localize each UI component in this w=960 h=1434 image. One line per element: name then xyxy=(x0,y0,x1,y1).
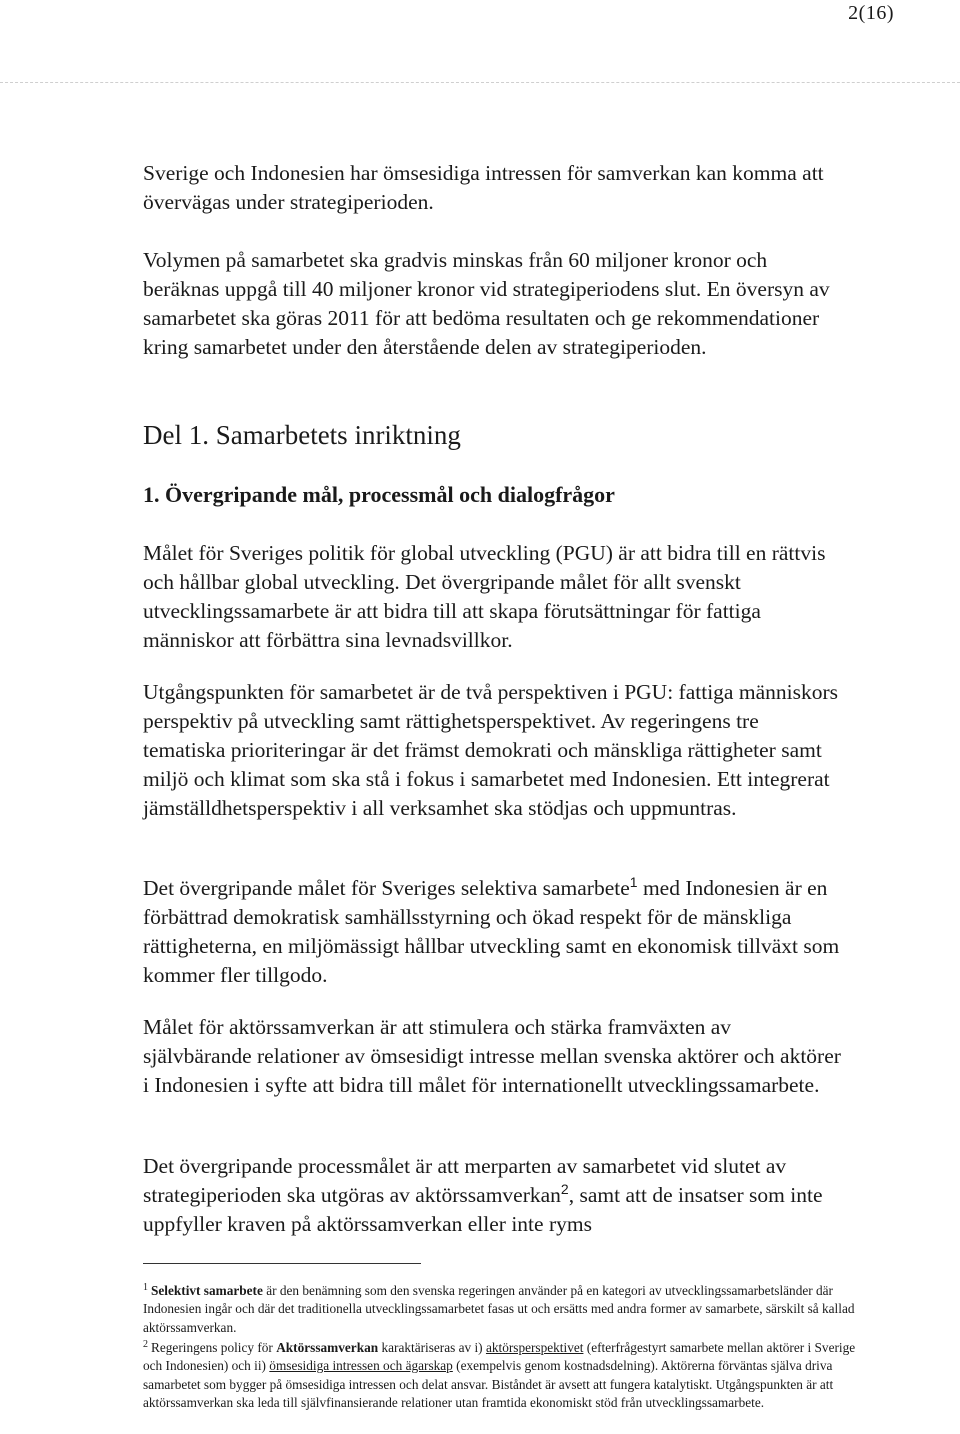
header-divider xyxy=(0,82,960,83)
section-heading-del-1: Del 1. Samarbetets inriktning xyxy=(143,420,461,450)
paragraph-selective-goal-part-1: Det övergripande målet för Sveriges selektiva samarbete xyxy=(143,876,630,900)
footnote-2-term: Aktörssamverkan xyxy=(276,1340,379,1355)
paragraph-2: Volymen på samarbetet ska gradvis minskas från 60 miljoner kronor och beräknas uppgå till 40 miljoner kronor vid strategiperiodens slut. En översyn av samarbetet ska göras 2011 för att bedöma resultaten och ge rekommendationer kring samarbetet under den återstående delen av strategiperioden. xyxy=(143,248,830,359)
footnote-2-underlined-2: ömsesidiga intressen och ägarskap xyxy=(269,1358,453,1374)
paragraph-selective-goal xyxy=(143,874,843,990)
footnote-divider xyxy=(143,1263,421,1264)
paragraph-pgu-goal: Målet för Sveriges politik för global utveckling (PGU) är att bidra till en rättvis och hållbar global utveckling. Det övergripande målet för allt svenskt utvecklingssamarbete är att bidra till att skapa förutsättningar för fattiga människor att förbättra sina levnadsvillkor. xyxy=(143,541,826,652)
paragraph-process-goal-part-1: Det övergripande processmålet är att merparten av samarbetet vid slutet av strategiperioden ska utgöras av aktörssamverkan xyxy=(143,1154,787,1207)
paragraph-selective-goal-part-2: med Indonesien är en förbättrad demokratisk samhällsstyrning och ökad respekt för de mänskliga rättigheterna, en miljömässigt hållbar utveckling samt en ekonomisk tillväxt som kommer fler tillgodo. xyxy=(143,876,840,987)
subsection-heading-1: 1. Övergripande mål, processmål och dialogfrågor xyxy=(143,482,615,507)
footnote-2 xyxy=(143,1336,863,1412)
paragraph-process-goal-part-2: , samt att de insatser som inte uppfyller kraven på aktörssamverkan eller inte ryms xyxy=(143,1183,823,1236)
footnote-1 xyxy=(143,1279,863,1337)
footnote-2-text-2: karaktäriseras av i) xyxy=(378,1340,486,1355)
footnote-2-text-3: (efterfrågestyrt samarbete mellan aktörer i Sverige och Indonesien) och ii) xyxy=(143,1340,856,1374)
paragraph-perspectives: Utgångspunkten för samarbetet är de två perspektiven i PGU: fattiga människors perspektiv på utveckling samt rättighetsperspektivet. Av regeringens tre tematiska prioriteringar är det främst demokrati och mänskliga rättigheter samt miljö och klimat som ska stå i fokus i samarbetet med Indonesien. Ett integrerat jämställdhetsperspektiv i all verksamhet ska stödjas och uppmuntras. xyxy=(143,680,838,820)
footnote-1-term: Selektivt samarbete xyxy=(151,1283,263,1298)
footnote-ref-2[interactable]: 2 xyxy=(560,1181,569,1197)
footnote-2-number: 2 xyxy=(143,1339,148,1350)
page-number: 2(16) xyxy=(848,2,894,24)
paragraph-1: Sverige och Indonesien har ömsesidiga intressen för samverkan kan komma att övervägas under strategiperioden. xyxy=(143,161,824,214)
paragraph-actor-cooperation: Målet för aktörssamverkan är att stimulera och stärka framväxten av självbärande relationer av ömsesidigt intresse mellan svenska aktörer och aktörer i Indonesien i syfte att bidra till målet för internationellt utvecklingssamarbete. xyxy=(143,1015,841,1097)
footnote-ref-1[interactable]: 1 xyxy=(629,874,638,890)
footnote-2-underlined-1: aktörsperspektivet xyxy=(485,1340,584,1355)
footnote-2-text-1: Regeringens policy för xyxy=(151,1340,277,1355)
paragraph-process-goal xyxy=(143,1152,843,1239)
footnote-1-text: är den benämning som den svenska regeringen använder på en kategori av utvecklingssamarbetsländer där Indonesien ingår och där det traditionella utvecklingssamarbetet fasas ut och ersätts med andra former av samarbete, särskilt så kallad aktörssamverkan. xyxy=(143,1283,855,1335)
footnote-1-number: 1 xyxy=(143,1282,148,1293)
footnote-2-text-4: (exempelvis genom kostnadsdelning). Aktörerna förväntas själva driva samarbetet som bygger på ömsesidiga intressen och delat ansvar. Biståndet är avsett att fungera katalytiskt. Utgångspunkten är att aktörssamverkan ska leda till självfinansierande relationer utan framtida ekonomiskt stöd från utvecklingssamarbete. xyxy=(143,1358,834,1410)
